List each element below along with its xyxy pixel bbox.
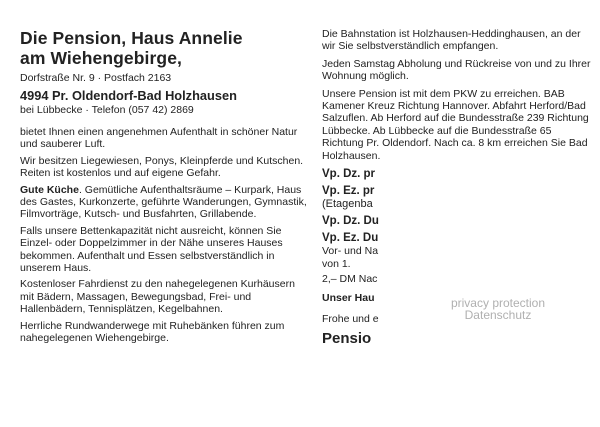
season-dates: von 1.	[322, 257, 351, 270]
price-line-etagenbad: (Etagenba	[322, 198, 373, 211]
capacity-paragraph: Falls unsere Bettenkapazität nicht ausreicht, können Sie Einzel- oder Doppelzimmer in der Nähe unseres Hauses bekommen. Aufenthalt und Essen selbstverständlich in unserem Haus.	[20, 224, 283, 275]
price-line-vp-dz-du: Vp. Dz. Du	[322, 215, 379, 228]
train-station-paragraph: Die Bahnstation ist Holzhausen-Heddinghausen, an der wir Sie selbstverständlich empfangen.	[322, 28, 581, 53]
house-note: Unser Hau	[322, 291, 375, 304]
intro-paragraph: bietet Ihnen einen angenehmen Aufenthalt in schöner Natur und sauberer Luft.	[20, 126, 298, 151]
signature-pension: Pensio	[322, 329, 372, 347]
pickup-paragraph: Jeden Samstag Abholung und Rückreise von und zu Ihrer Wohnung möglich.	[322, 57, 591, 83]
amenities-paragraph: Wir besitzen Liegewiesen, Ponys, Kleinpferde und Kutschen. Reiten ist kostenlos und auf eigene Gefahr.	[20, 154, 304, 180]
town-name: 4994 Pr. Oldendorf-Bad Holzhausen	[20, 88, 237, 103]
directions-paragraph: Unsere Pension ist mit dem PKW zu erreichen. BAB Kamener Kreuz Richtung Hannover. Abfahrt Herford/Bad Salzuflen. Ab Herford auf die Bundesstraße 239 Richtung Lübbecke. Ab Lübbecke auf die Bundesstraße 65 Richtung Pr. Oldendorf. Nach ca. 8 km erreichen Sie Bad Holzhausen.	[322, 87, 589, 162]
price-line-vp-ez-du: Vp. Ez. Du	[322, 232, 379, 245]
greeting-line: Frohe und e	[322, 312, 379, 325]
surcharge-note: 2,– DM Nac	[322, 273, 378, 286]
shuttle-paragraph: Kostenloser Fahrdienst zu den nahegelegenen Kurhäusern mit Bädern, Massagen, Bewegungsbad, Frei- und Hallenbädern, Tennisplätzen, Kegelbahnen.	[20, 278, 295, 316]
kitchen-paragraph	[20, 184, 310, 221]
kitchen-lead: Gute Küche	[20, 183, 79, 196]
watermark-line-2: Datenschutz	[464, 308, 532, 322]
left-column	[20, 28, 310, 345]
season-note: Vor- und Na	[322, 245, 379, 258]
price-line-vp-dz: Vp. Dz. pr	[322, 168, 376, 181]
price-line-vp-ez: Vp. Ez. pr	[322, 185, 375, 198]
pension-title-line-1: Die Pension, Haus Annelie	[20, 28, 243, 48]
street-address: Dorfstraße Nr. 9 · Postfach 2163	[20, 72, 172, 84]
pension-title-line-2: am Wiehengebirge,	[20, 48, 182, 68]
kitchen-text: . Gemütliche Aufenthaltsräume – Kurpark, Haus des Gastes, Kurkonzerte, geführte Wanderungen, Gymnastik, Filmvorträge, Kutsch- und Busfahrten, Grillabende.	[20, 183, 307, 221]
privacy-watermark	[428, 297, 568, 321]
phone-line: bei Lübbecke · Telefon (057 42) 2869	[20, 104, 194, 116]
watermark-line-1: privacy protection	[450, 296, 546, 310]
hiking-paragraph: Herrliche Rundwanderwege mit Ruhebänken führen zum nahegelegenen Wiehengebirge.	[20, 319, 285, 345]
